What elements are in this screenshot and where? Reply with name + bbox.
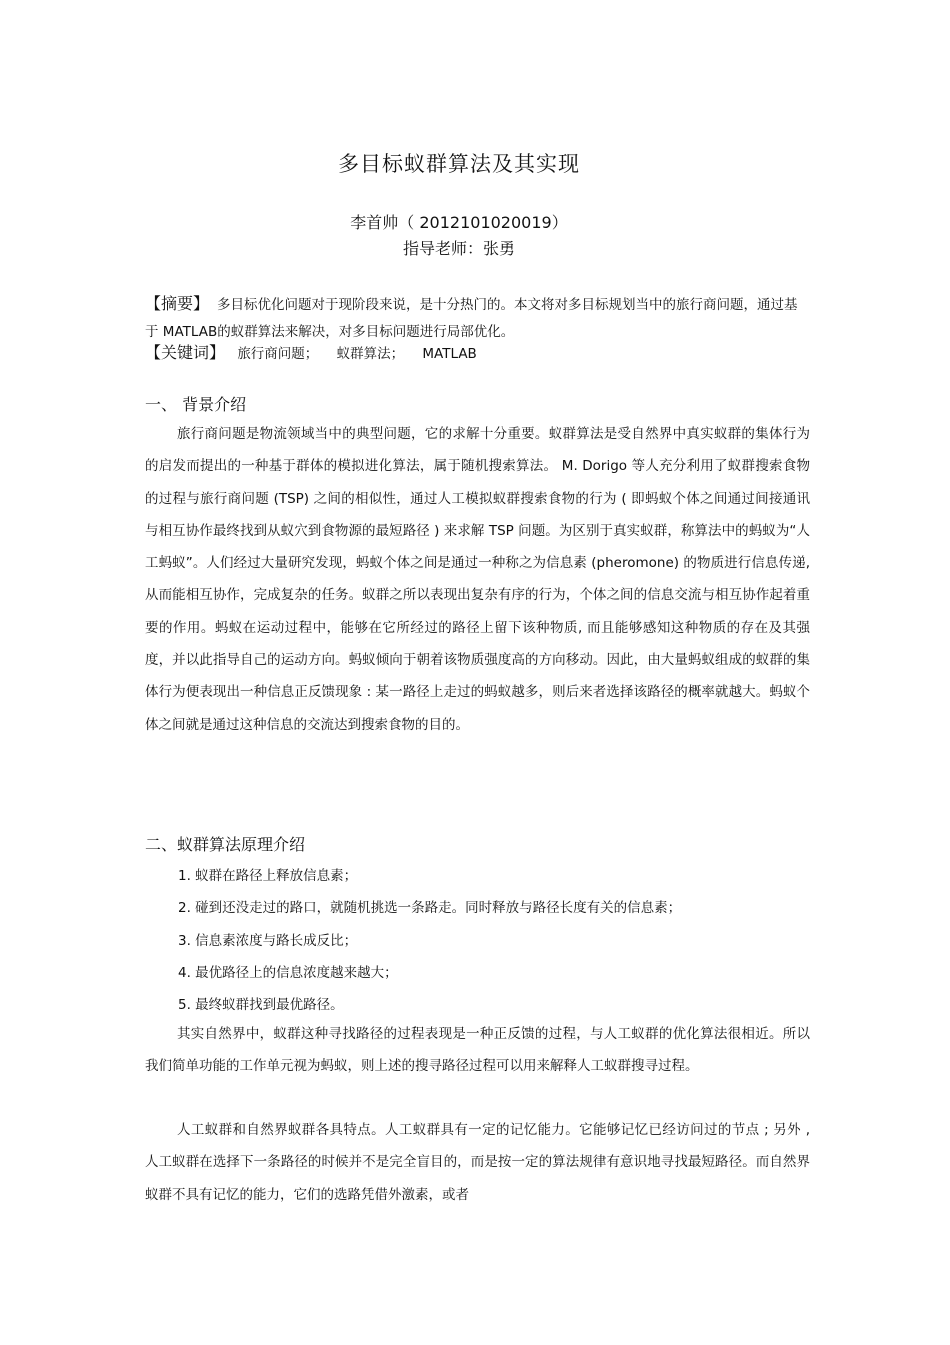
section-heading-principle: 二、蚁群算法原理介绍 [145, 835, 306, 854]
advisor-line: 指导老师：张勇 [402, 239, 515, 258]
background-paragraph: 旅行商问题是物流领域当中的典型问题，它的求解十分重要。蚁群算法是受自然界中真实蚁群的集体行为的启发而提出的一种基于群体的模拟进化算法，属于随机搜索算法。 M. Dorigo 等人充分利用了蚁群搜索食物的过程与旅行商问题 (TSP) 之间的相似性，通过人工模拟蚁群搜索食物的行为 ( 即蚂蚁个体之间通过间接通讯与相互协作最终找到从蚁穴到食物源的最短路径 ) 来求解 TSP 问题。为区别于真实蚁群，称算法中的蚂蚁为“人工蚂蚁”。人们经过大量研究发现，蚂蚁个体之间是通过一种称之为信息素 (pheromone) 的物质进行信息传递, 从而能相互协作，完成复杂的任务。蚁群之所以表现出复杂有序的行为，个体之间的信息交流与相互协作起着重要的作用。蚂蚁在运动过程中，能够在它所经过的路径上留下该种物质, 而且能够感知这种物质的存在及其强度，并以此指导自己的运动方向。蚂蚁倾向于朝着该物质强度高的方向移动。因此，由大量蚂蚁组成的蚁群的集体行为便表现出一种信息正反馈现象 : 某一路径上走过的蚂蚁越多，则后来者选择该路径的概率就越大。蚂蚁个体之间就是通过这种信息的交流达到搜索食物的目的。 [145, 426, 810, 733]
keywords-label: 【关键词】 [145, 343, 226, 362]
keyword-item: MATLAB [422, 346, 477, 362]
keyword-item: 蚁群算法； [336, 346, 405, 362]
principle-list [178, 860, 681, 1021]
principle-paragraph-2: 人工蚁群和自然界蚁群各具特点。人工蚁群具有一定的记忆能力。它能够记忆已经访问过的节点 ; 另外 , 人工蚁群在选择下一条路径的时候并不是完全盲目的，而是按一定的算法规律有意识地寻找最短路径。而自然界蚁群不具有记忆的能力，它们的选路凭借外激素，或者 [145, 1122, 810, 1203]
abstract [145, 290, 810, 346]
paper-title: 多目标蚁群算法及其实现 [338, 152, 580, 176]
keywords [145, 342, 810, 365]
list-item: 4. 最优路径上的信息浓度越来越大； [178, 964, 398, 981]
list-item: 1. 蚁群在路径上释放信息素； [178, 868, 358, 884]
principle-paragraph-1: 其实自然界中，蚁群这种寻找路径的过程表现是一种正反馈的过程，与人工蚁群的优化算法很相近。所以我们简单功能的工作单元视为蚂蚁，则上述的搜寻路径过程可以用来解释人工蚁群搜寻过程。 [145, 1026, 810, 1075]
author-line: 李首帅（ 2012101020019） [350, 213, 568, 232]
list-item: 3. 信息素浓度与路长成反比； [178, 932, 358, 949]
abstract-text: 多目标优化问题对于现阶段来说，是十分热门的。本文将对多目标规划当中的旅行商问题，通过基于 MATLAB的蚁群算法来解决，对多目标问题进行局部优化。 [145, 297, 798, 340]
keyword-item: 旅行商问题； [237, 346, 319, 362]
list-item: 2. 碰到还没走过的路口，就随机挑选一条路走。同时释放与路径长度有关的信息素； [178, 900, 682, 917]
list-item: 5. 最终蚁群找到最优路径。 [178, 997, 344, 1014]
abstract-label: 【摘要】 [145, 294, 210, 313]
section-heading-background: 一、 背景介绍 [145, 395, 247, 414]
